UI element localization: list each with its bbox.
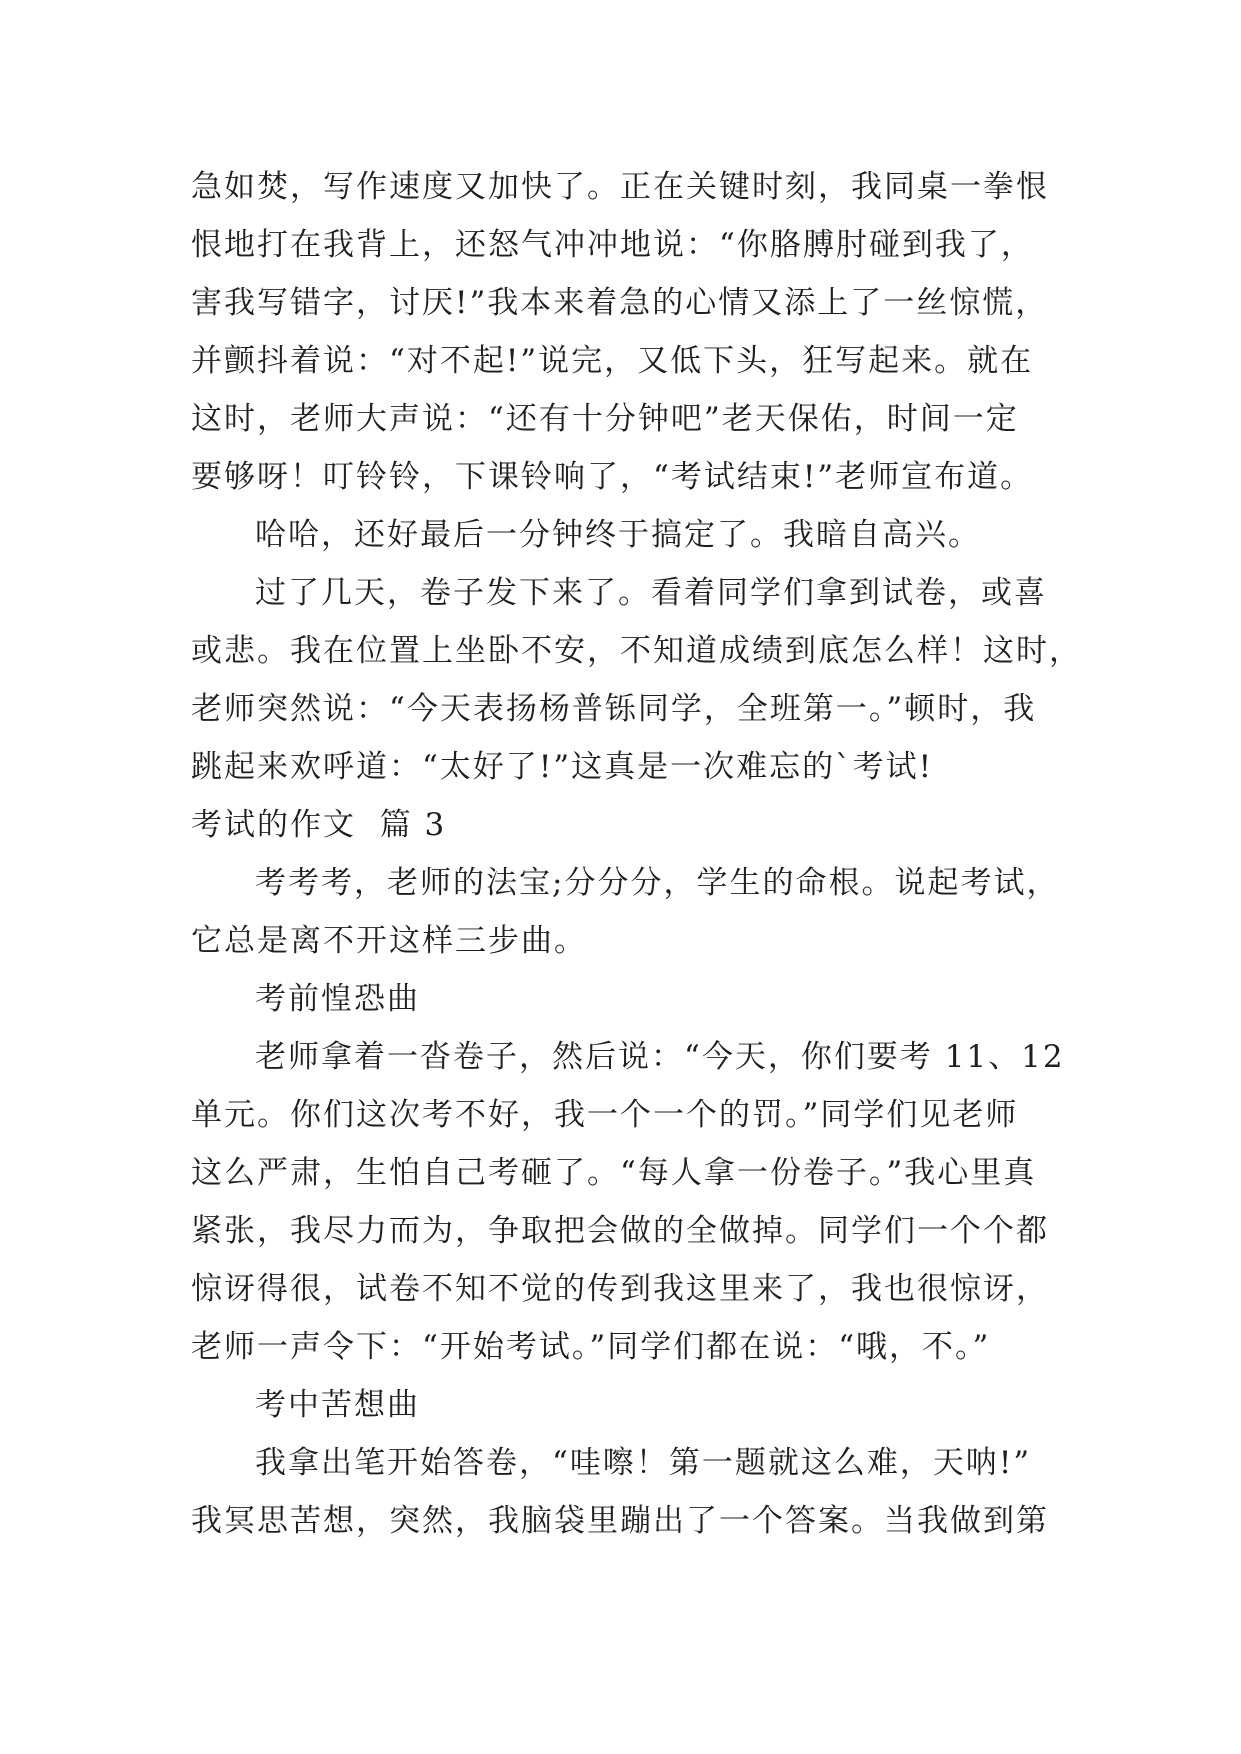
text-line: 害我写错字，讨厌!”我本来着急的心情又添上了一丝惊慌， [191, 285, 1049, 321]
text-line: 老师拿着一沓卷子，然后说：“今天，你们要考 11、12 [255, 1039, 1065, 1075]
text-line: 跳起来欢呼道：“太好了!”这真是一次难忘的`考试! [191, 749, 934, 785]
subheading: 考前惶恐曲 [255, 981, 420, 1017]
text-line: 要够呀！叮铃铃，下课铃响了，“考试结束!”老师宣布道。 [191, 459, 1034, 495]
document-body [191, 158, 1082, 1550]
text-line: 单元。你们这次考不好，我一个一个的罚。”同学们见老师 [191, 1097, 1019, 1133]
text-line: 老师一声令下：“开始考试。”同学们都在说：“哦，不。” [191, 1329, 991, 1365]
section-heading: 考试的作文 篇 3 [191, 807, 447, 843]
text-line: 哈哈，还好最后一分钟终于搞定了。我暗自高兴。 [255, 517, 981, 553]
text-line: 我拿出笔开始答卷，“哇嚓！第一题就这么难，天呐!” [255, 1445, 1032, 1481]
text-line: 老师突然说：“今天表扬杨普铄同学，全班第一。”顿时，我 [191, 691, 1037, 727]
text-line: 或悲。我在位置上坐卧不安，不知道成绩到底怎么样！这时， [191, 633, 1082, 669]
text-line: 过了几天，卷子发下来了。看着同学们拿到试卷，或喜 [255, 575, 1047, 611]
text-line: 它总是离不开这样三步曲。 [191, 923, 587, 959]
text-line: 急如焚，写作速度又加快了。正在关键时刻，我同桌一拳恨 [191, 169, 1049, 205]
text-line: 考考考，老师的法宝;分分分，学生的命根。说起考试， [255, 865, 1060, 901]
text-line: 紧张，我尽力而为，争取把会做的全做掉。同学们一个个都 [191, 1213, 1049, 1249]
text-line: 这么严肃，生怕自己考砸了。“每人拿一份卷子。”我心里真 [191, 1155, 1037, 1191]
subheading: 考中苦想曲 [255, 1387, 420, 1423]
text-line: 恨地打在我背上，还怒气冲冲地说：“你胳膊肘碰到我了， [191, 227, 1034, 263]
text-line: 并颤抖着说：“对不起!”说完，又低下头，狂写起来。就在 [191, 343, 1034, 379]
text-line: 惊讶得很，试卷不知不觉的传到我这里来了，我也很惊讶， [191, 1271, 1049, 1307]
text-line: 我冥思苦想，突然，我脑袋里蹦出了一个答案。当我做到第 [191, 1503, 1049, 1539]
text-line: 这时，老师大声说：“还有十分钟吧”老天保佑，时间一定 [191, 401, 1019, 437]
